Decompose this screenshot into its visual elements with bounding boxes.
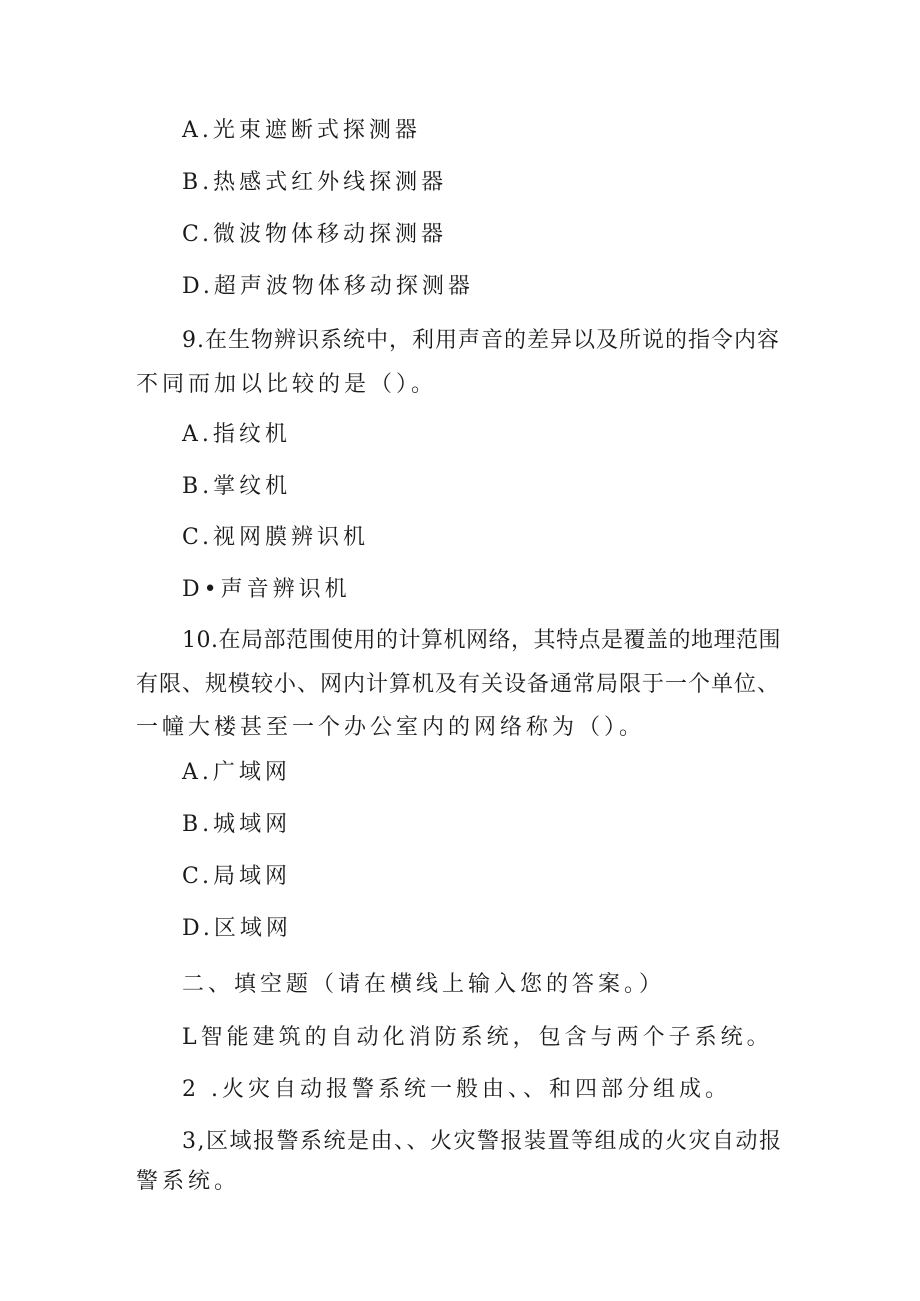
fill-item-2: 2 .火灾自动报警系统一般由、、和四部分组成。 [182, 1077, 731, 1102]
fill-item-1: L智能建筑的自动化消防系统，包含与两个子系统。 [182, 1025, 773, 1050]
q9-stem-line2: 不同而加以比较的是（）。 [136, 372, 438, 397]
section2-heading: 二、填空题（请在横线上输入您的答案。） [182, 972, 666, 997]
q9-option-a: A.指纹机 [182, 422, 291, 447]
q10-stem-line3: 一幢大楼甚至一个办公室内的网络称为（）。 [136, 715, 646, 740]
q9-option-b: B.掌纹机 [182, 474, 292, 499]
q10-option-a: A.广域网 [182, 760, 291, 785]
q8-option-a: A.光束遮断式探测器 [182, 118, 421, 143]
fill-item-3-line1: 3,区域报警系统是由、、火灾警报装置等组成的火灾自动报 [182, 1129, 783, 1154]
q10-option-c: C.局域网 [182, 864, 292, 889]
q10-option-b: B.城域网 [182, 812, 292, 837]
q9-option-c: C.视网膜辨识机 [182, 525, 370, 550]
q10-stem-line2: 有限、规模较小、网内计算机及有关设备通常局限于一个单位、 [136, 672, 781, 697]
q8-option-b: B.热感式红外线探测器 [182, 170, 448, 195]
q9-option-d: D•声音辨识机 [182, 577, 351, 602]
fill-item-3-line2: 警系统。 [136, 1169, 241, 1194]
q8-option-c: C.微波物体移动探测器 [182, 222, 448, 247]
q9-stem-line1: 9.在生物辨识系统中，利用声音的差异以及所说的指令内容 [182, 328, 780, 353]
q10-option-d: D.区域网 [182, 916, 292, 941]
q10-stem-line1: 10.在局部范围使用的计算机网络，其特点是覆盖的地理范围 [182, 628, 781, 653]
q8-option-d: D.超声波物体移动探测器 [182, 274, 474, 299]
